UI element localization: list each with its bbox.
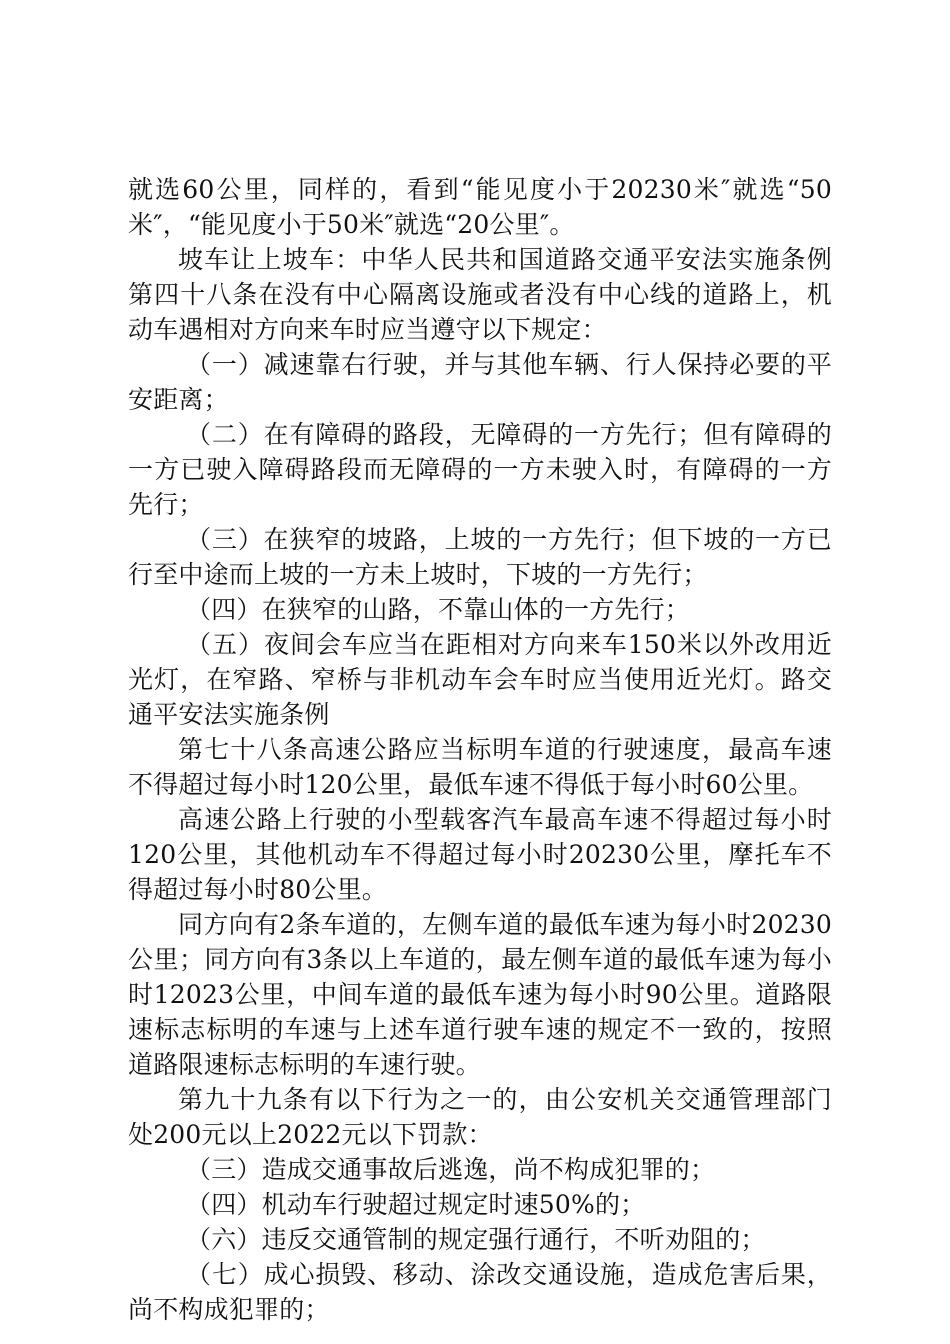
paragraph-penalty-item-6: （六）违反交通管制的规定强行通行，不听劝阻的； [186,1225,766,1254]
paragraph-penalty-item-4: （四）机动车行驶超过规定时速50%的； [186,1190,646,1219]
paragraph-penalty-item-7: （七）成心损毁、移动、涂改交通设施，造成危害后果，尚不构成犯罪的； [128,1260,832,1324]
paragraph-lane-speed: 同方向有2条车道的，左侧车道的最低车速为每小时20230公里；同方向有3条以上车道的，最左侧车道的最低车速为每小时12023公里，中间车道的最低车速为每小时90公里。道路限速标志标明的车速与上述车道行驶车速的规定不一致的，按照道路限速标志标明的车速行驶。 [128,910,832,1079]
document-body [128,172,832,1327]
paragraph-item-2: （二）在有障碍的路段，无障碍的一方先行；但有障碍的一方已驶入障碍路段而无障碍的一方未驶入时，有障碍的一方先行； [128,420,832,519]
paragraph-highway-speed: 高速公路上行驶的小型载客汽车最高车速不得超过每小时120公里，其他机动车不得超过每小时20230公里，摩托车不得超过每小时80公里。 [128,805,832,904]
paragraph-speed-visibility: 就选60公里，同样的，看到“能见度小于20230米″就选“50米″，“能见度小于50米″就选“20公里″。 [128,175,832,239]
paragraph-item-4: （四）在狭窄的山路，不靠山体的一方先行； [186,595,691,624]
paragraph-item-3: （三）在狭窄的坡路，上坡的一方先行；但下坡的一方已行至中途而上坡的一方未上坡时，下坡的一方先行； [128,525,832,589]
paragraph-article-99: 第九十九条有以下行为之一的，由公安机关交通管理部门处200元以上2022元以下罚款： [128,1085,832,1149]
paragraph-article-48: 坡车让上坡车：中华人民共和国道路交通平安法实施条例第四十八条在没有中心隔离设施或者没有中心线的道路上，机动车遇相对方向来车时应当遵守以下规定： [128,245,832,344]
paragraph-article-78: 第七十八条高速公路应当标明车道的行驶速度，最高车速不得超过每小时120公里，最低车速不得低于每小时60公里。 [128,735,832,799]
paragraph-item-1: （一）减速靠右行驶，并与其他车辆、行人保持必要的平安距离； [128,350,832,414]
paragraph-item-5: （五）夜间会车应当在距相对方向来车150米以外改用近光灯，在窄路、窄桥与非机动车会车时应当使用近光灯。路交通平安法实施条例 [128,630,832,729]
paragraph-penalty-item-3: （三）造成交通事故后逃逸，尚不构成犯罪的； [186,1155,716,1184]
